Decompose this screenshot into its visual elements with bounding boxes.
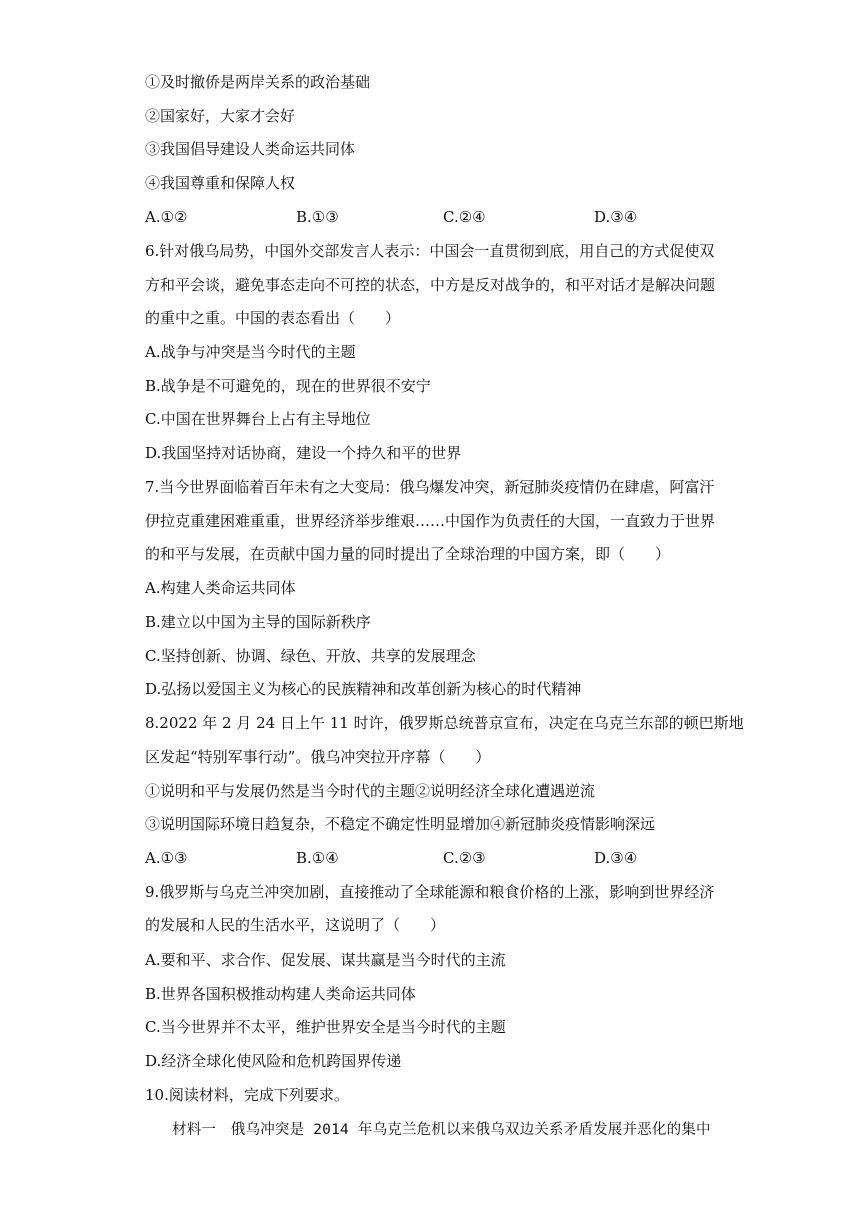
q5-statement: ④我国尊重和保障人权 bbox=[145, 174, 296, 192]
q8-option-a: A.①③ bbox=[145, 849, 188, 867]
q10-material: 材料一 俄乌冲突是 2014 年乌克兰危机以来俄乌双边关系矛盾发展并恶化的集中 bbox=[172, 1122, 711, 1138]
q8-statement: ③说明国际环境日趋复杂，不稳定不确定性明显增加④新冠肺炎疫情影响深远 bbox=[145, 815, 656, 833]
q7-stem: 伊拉克重建困难重重，世界经济举步维艰……中国作为负责任的大国，一直致力于世界 bbox=[145, 512, 716, 530]
q9-option-a: A.要和平、求合作、促发展、谋共赢是当今时代的主流 bbox=[145, 951, 506, 969]
q7-option-d: D.弘扬以爱国主义为核心的民族精神和改革创新为核心的时代精神 bbox=[145, 680, 582, 698]
q10-stem: 10.阅读材料，完成下列要求。 bbox=[145, 1086, 349, 1104]
q8-statement: ①说明和平与发展仍然是当今时代的主题②说明经济全球化遭遇逆流 bbox=[145, 782, 596, 800]
q8-stem: 8.2022 年 2 月 24 日上午 11 时许，俄罗斯总统普京宣布，决定在乌克兰东部的顿巴斯地 bbox=[145, 714, 744, 732]
q9-option-d: D.经济全球化使风险和危机跨国界传递 bbox=[145, 1052, 402, 1070]
q5-option-b: B.①③ bbox=[296, 208, 339, 226]
q8-stem: 区发起“特别军事行动”。俄乌冲突拉开序幕（ ） bbox=[145, 748, 491, 766]
q5-options bbox=[145, 207, 705, 227]
q7-option-c: C.坚持创新、协调、绿色、开放、共享的发展理念 bbox=[145, 647, 476, 665]
q6-option-b: B.战争是不可避免的，现在的世界很不安宁 bbox=[145, 377, 431, 395]
q7-stem: 的和平与发展，在贡献中国力量的同时提出了全球治理的中国方案，即（ ） bbox=[145, 545, 671, 563]
q6-stem: 的重中之重。中国的表态看出（ ） bbox=[145, 309, 401, 327]
q6-option-d: D.我国坚持对话协商，建设一个持久和平的世界 bbox=[145, 444, 462, 462]
q8-option-b: B.①④ bbox=[296, 849, 339, 867]
q7-option-b: B.建立以中国为主导的国际新秩序 bbox=[145, 613, 371, 631]
q6-stem: 6.针对俄乌局势，中国外交部发言人表示：中国会一直贯彻到底，用自己的方式促使双 bbox=[145, 242, 715, 260]
q9-option-b: B.世界各国积极推动构建人类命运共同体 bbox=[145, 985, 416, 1003]
q6-option-a: A.战争与冲突是当今时代的主题 bbox=[145, 343, 356, 361]
q8-option-c: C.②③ bbox=[443, 849, 486, 867]
q8-options bbox=[145, 848, 705, 868]
q5-statement: ③我国倡导建设人类命运共同体 bbox=[145, 140, 356, 158]
q8-option-d: D.③④ bbox=[594, 849, 638, 867]
q6-stem: 方和平会谈，避免事态走向不可控的状态，中方是反对战争的，和平对话才是解决问题 bbox=[145, 276, 716, 294]
q9-stem: 的发展和人民的生活水平，这说明了（ ） bbox=[145, 916, 446, 934]
q7-option-a: A.构建人类命运共同体 bbox=[145, 579, 296, 597]
q5-option-c: C.②④ bbox=[443, 208, 486, 226]
q9-option-c: C.当今世界并不太平，维护世界安全是当今时代的主题 bbox=[145, 1018, 506, 1036]
q6-option-c: C.中国在世界舞台上占有主导地位 bbox=[145, 410, 371, 428]
q5-statement: ①及时撤侨是两岸关系的政治基础 bbox=[145, 73, 371, 91]
q5-statement: ②国家好，大家才会好 bbox=[145, 107, 296, 125]
q5-option-d: D.③④ bbox=[594, 208, 638, 226]
q7-stem: 7.当今世界面临着百年未有之大变局：俄乌爆发冲突，新冠肺炎疫情仍在肆虐，阿富汗 bbox=[145, 478, 715, 496]
q9-stem: 9.俄罗斯与乌克兰冲突加剧，直接推动了全球能源和粮食价格的上涨，影响到世界经济 bbox=[145, 883, 715, 901]
q5-option-a: A.①② bbox=[145, 208, 188, 226]
